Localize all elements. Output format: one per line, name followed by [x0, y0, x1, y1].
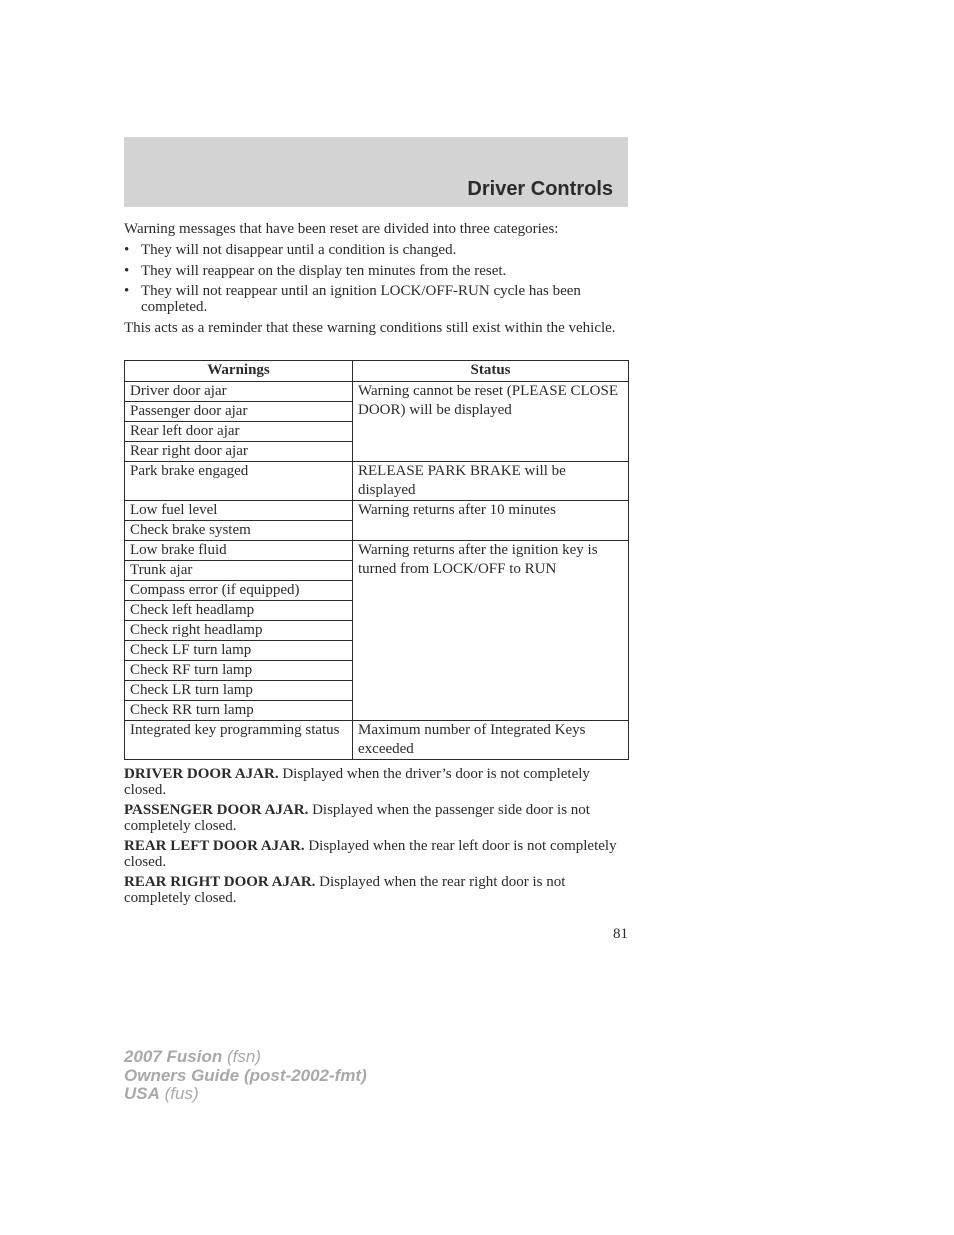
definition-text: Displayed when the rear right door is not completely closed.	[124, 874, 566, 906]
warning-cell: Low fuel level	[125, 501, 353, 521]
footer-line: 2007 Fusion (fsn)	[124, 1047, 261, 1066]
warning-cell: Compass error (if equipped)	[125, 581, 353, 601]
warnings-table	[124, 360, 629, 760]
table-header-row	[125, 361, 629, 382]
table-row	[125, 501, 629, 521]
definition-term: REAR LEFT DOOR AJAR.	[124, 838, 305, 854]
warning-cell: Driver door ajar	[125, 382, 353, 402]
list-item: • They will not reappear until an ignition LOCK/OFF-RUN cycle has been completed.	[124, 283, 581, 315]
status-cell: Maximum number of Integrated Keys exceeded	[353, 721, 629, 760]
warning-cell: Check LR turn lamp	[125, 681, 353, 701]
footer-line: USA (fus)	[124, 1084, 199, 1103]
bullet-icon: •	[124, 242, 130, 258]
warning-cell: Check right headlamp	[125, 621, 353, 641]
header-band	[124, 137, 628, 207]
status-cell: RELEASE PARK BRAKE will be displayed	[353, 462, 629, 501]
definitions	[124, 767, 628, 911]
definition-item	[124, 803, 628, 834]
table-row	[125, 462, 629, 501]
definition-item	[124, 767, 628, 798]
bullet-icon: •	[124, 283, 130, 299]
definition-item	[124, 875, 628, 906]
warning-cell: Check brake system	[125, 521, 353, 541]
warning-cell: Check RF turn lamp	[125, 661, 353, 681]
section-title: Driver Controls	[467, 178, 613, 200]
table-row	[125, 382, 629, 402]
list-item: • They will reappear on the display ten minutes from the reset.	[124, 262, 507, 279]
status-cell: Warning returns after 10 minutes	[353, 501, 629, 541]
warning-cell: Park brake engaged	[125, 462, 353, 501]
warning-cell: Rear right door ajar	[125, 442, 353, 462]
warning-cell: Passenger door ajar	[125, 402, 353, 422]
warning-cell: Trunk ajar	[125, 561, 353, 581]
category-list	[124, 243, 628, 320]
document-footer	[124, 1048, 367, 1104]
definition-term: PASSENGER DOOR AJAR.	[124, 802, 309, 818]
reminder-paragraph: This acts as a reminder that these warning conditions still exist within the vehicle.	[124, 320, 616, 336]
definition-term: REAR RIGHT DOOR AJAR.	[124, 874, 316, 890]
status-cell: Warning cannot be reset (PLEASE CLOSE DOOR) will be displayed	[353, 382, 629, 462]
definition-item	[124, 839, 628, 870]
page-number: 81	[613, 926, 628, 942]
bullet-icon: •	[124, 262, 130, 279]
warning-cell: Check RR turn lamp	[125, 701, 353, 721]
warning-cell: Integrated key programming status	[125, 721, 353, 760]
footer-line: Owners Guide (post-2002-fmt)	[124, 1065, 367, 1085]
column-header-status: Status	[353, 361, 629, 382]
table-row	[125, 541, 629, 561]
warning-cell: Check left headlamp	[125, 601, 353, 621]
status-cell: Warning returns after the ignition key is turned from LOCK/OFF to RUN	[353, 541, 629, 721]
warning-cell: Low brake fluid	[125, 541, 353, 561]
warning-cell: Check LF turn lamp	[125, 641, 353, 661]
definition-term: DRIVER DOOR AJAR.	[124, 766, 279, 782]
definition-text: Displayed when the rear left door is not completely closed.	[124, 838, 617, 870]
intro-paragraph: Warning messages that have been reset are divided into three categories:	[124, 221, 559, 237]
definition-text: Displayed when the passenger side door is not completely closed.	[124, 802, 590, 834]
definition-text: Displayed when the driver’s door is not completely closed.	[124, 766, 590, 798]
warning-cell: Rear left door ajar	[125, 422, 353, 442]
table-row	[125, 721, 629, 760]
column-header-warnings: Warnings	[125, 361, 353, 382]
list-item: • They will not disappear until a condition is changed.	[124, 242, 457, 258]
